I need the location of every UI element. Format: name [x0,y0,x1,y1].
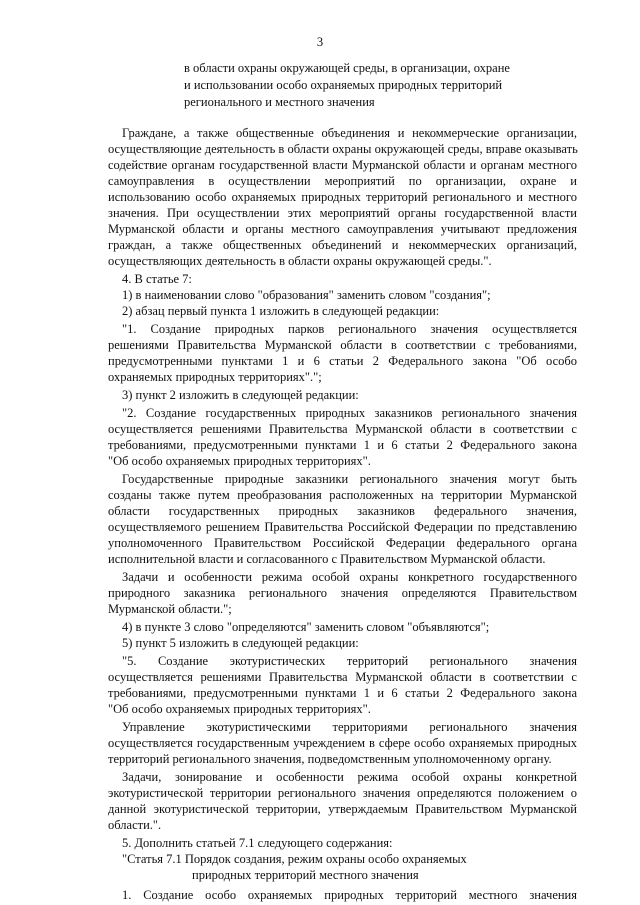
article-title-line: природных территорий местного значения [192,868,419,882]
body-line: уполномоченного Правительством Российской Федерации федерального органа [108,536,577,550]
body-line: "Об особо охраняемых природных территориях". [108,702,371,716]
body-line: осуществляется решениями Правительства Мурманской области в соответствии с [108,422,577,436]
body-line: содействие органам государственной власти Мурманской области и органам местного [108,158,577,172]
body-line: Граждане, а также общественные объединения и некоммерческие организации, [122,126,577,140]
article-title-line: "Статья 7.1 Порядок создания, режим охраны особо охраняемых [122,852,467,866]
body-line: "1. Создание природных парков регионального значения осуществляется [122,322,577,336]
body-line: Задачи, зонирование и особенности режима особой охраны конкретной [122,770,577,784]
body-line: исполнительной власти и согласованного с Правительством Мурманской области. [108,552,546,566]
body-line: территорий регионального значения, подведомственным уполномоченному органу. [108,752,552,766]
body-line: природного заказника регионального значения определяются Правительством [108,586,577,600]
body-line: осуществляется государственным учреждением в сфере особо охраняемых природных [108,736,577,750]
body-line: значения. При осуществлении этих мероприятий органы государственной власти [108,206,577,220]
heading-line: и использовании особо охраняемых природных территорий [184,78,503,92]
body-line: Государственные природные заказники регионального значения могут быть [122,472,577,486]
body-line: 4) в пункте 3 слово "определяются" заменить словом "объявляются"; [122,620,490,634]
body-line: Мурманской области и органы местного самоуправления учитывают предложения [108,222,577,236]
body-line: осуществляющих деятельность в области охраны окружающей среды.". [108,254,492,268]
body-line: предусмотренными пунктами 1 и 6 статьи 2 Федерального закона "Об особо [108,354,577,368]
body-line: области государственных природных заказников федерального значения, [108,504,577,518]
body-line: экотуристической территории регионального значения определяются положением о [108,786,577,800]
body-line: охраняемых природных территориях"."; [108,370,322,384]
body-line: Управление экотуристическими территориями регионального значения [122,720,577,734]
body-line: 5. Дополнить статьей 7.1 следующего содержания: [122,836,393,850]
body-line: использованию особо охраняемых природных территорий регионального и местного [108,190,577,204]
body-line: 1) в наименовании слово "образования" заменить словом "создания"; [122,288,491,302]
body-line: Задачи и особенности режима особой охраны конкретного государственного [122,570,577,584]
body-line: "Об особо охраняемых природных территориях". [108,454,371,468]
body-line: самоуправления в осуществлении мероприятий по организации, охране и [108,174,577,188]
body-line: 5) пункт 5 изложить в следующей редакции: [122,636,359,650]
body-line: осуществляется решениями Правительства Мурманской области в соответствии с [108,670,577,684]
body-line: 4. В статье 7: [122,272,192,286]
body-line: осуществляемого решением Правительства Российской Федерации по представлению [108,520,577,534]
body-line: требованиями, предусмотренными пунктами 1 и 6 статьи 2 Федерального закона [108,686,577,700]
body-line: требованиями, предусмотренными пунктами 1 и 6 статьи 2 Федерального закона [108,438,577,452]
body-line: "5. Создание экотуристических территорий регионального значения [122,654,577,668]
body-line: решениями Правительства Мурманской области в соответствии с требованиями, [108,338,577,352]
body-line: осуществляющие деятельность в области охраны окружающей среды, вправе оказывать [108,142,578,156]
final-line: 1. Создание особо охраняемых природных территорий местного значения [122,888,577,902]
body-line: Мурманской области."; [108,602,232,616]
body-line: 2) абзац первый пункта 1 изложить в следующей редакции: [122,304,440,318]
page-number: 3 [316,35,324,49]
heading-line: в области охраны окружающей среды, в организации, охране [184,61,510,75]
body-line: граждан, а также общественных объединений и некоммерческих организаций, [108,238,577,252]
body-line: "2. Создание государственных природных заказников регионального значения [122,406,577,420]
body-line: данной экотуристической территории, утверждаемым Правительством Мурманской [108,802,577,816]
body-line: созданы также путем преобразования расположенных на территории Мурманской [108,488,577,502]
body-line: 3) пункт 2 изложить в следующей редакции: [122,388,359,402]
heading-line: регионального и местного значения [184,95,375,109]
body-line: области.". [108,818,162,832]
